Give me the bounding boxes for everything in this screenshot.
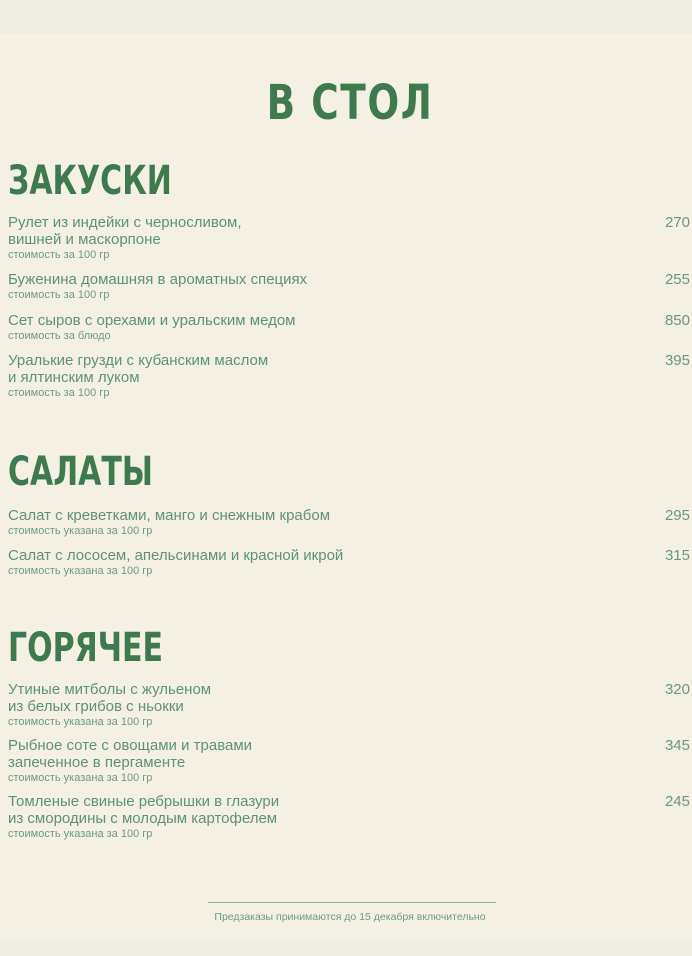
item-name: Буженина домашняя в ароматных специях — [8, 271, 308, 288]
item-price: 245 — [664, 793, 690, 810]
item-price: 270 — [664, 214, 690, 231]
item-name: Салат с лососем, апельсинами и красной икрой — [8, 547, 344, 564]
item-price: 255 — [664, 271, 690, 288]
menu-item — [8, 793, 692, 841]
item-price: 850 — [664, 312, 690, 329]
item-price: 345 — [664, 737, 690, 754]
menu-page — [0, 34, 692, 940]
item-note: стоимость указана за 100 гр — [8, 828, 153, 840]
section-title-salaty: САЛАТЫ — [8, 449, 153, 495]
item-note: стоимость указана за 100 гр — [8, 565, 153, 577]
item-price: 315 — [664, 547, 690, 564]
section-title-goryachee: ГОРЯЧЕЕ — [8, 625, 163, 671]
item-name: Рулет из индейки с черносливом, вишней и маскорпоне — [8, 214, 242, 248]
item-name: Рыбное соте с овощами и травами запеченное в пергаменте — [8, 737, 253, 771]
menu-item — [8, 737, 692, 785]
menu-title: В СТОЛ — [266, 75, 434, 131]
item-name: Сет сыров с орехами и уральским медом — [8, 312, 296, 329]
menu-item — [8, 352, 692, 400]
item-price: 395 — [664, 352, 690, 369]
item-name: Томленые свиные ребрышки в глазури из смородины с молодым картофелем — [8, 793, 280, 827]
menu-item — [8, 547, 692, 578]
menu-item — [8, 271, 692, 302]
item-name: Салат с креветками, манго и снежным крабом — [8, 507, 331, 524]
menu-item — [8, 507, 692, 538]
menu-item — [8, 312, 692, 343]
item-note: стоимость за 100 гр — [8, 289, 110, 301]
footer-divider — [208, 902, 496, 903]
section-title-zakuski: ЗАКУСКИ — [8, 158, 172, 204]
item-price: 295 — [664, 507, 690, 524]
item-name: Утиные митболы с жульеном из белых грибов с ньокки — [8, 681, 212, 715]
footer-note: Предзаказы принимаются до 15 декабря включительно — [214, 911, 486, 923]
item-name: Уралькие грузди с кубанским маслом и ялтинским луком — [8, 352, 269, 386]
menu-item — [8, 681, 692, 729]
item-note: стоимость указана за 100 гр — [8, 525, 153, 537]
item-note: стоимость указана за 100 гр — [8, 716, 153, 728]
item-note: стоимость за блюдо — [8, 330, 111, 342]
item-note: стоимость за 100 гр — [8, 387, 110, 399]
item-note: стоимость за 100 гр — [8, 249, 110, 261]
menu-item — [8, 214, 692, 262]
item-note: стоимость указана за 100 гр — [8, 772, 153, 784]
item-price: 320 — [664, 681, 690, 698]
